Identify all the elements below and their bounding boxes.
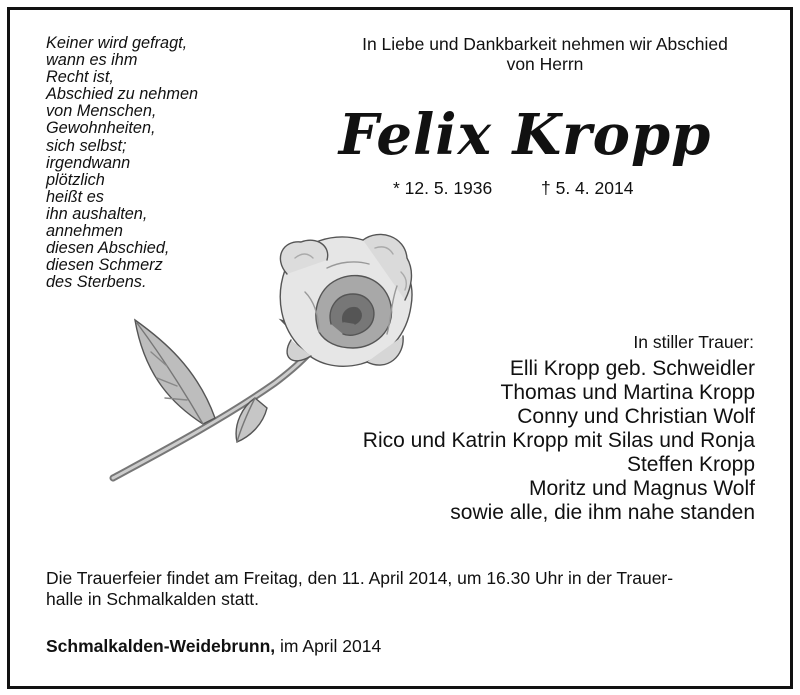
poem-text: Keiner wird gefragt, wann es ihm Recht ist, Abschied zu nehmen von Menschen, Gewohnheiten, sich selbst; irgendwann plötzlich heißt es ihn aushalten, annehmen diesen Abschied, diesen Schmerz des Sterbens. — [46, 34, 199, 292]
intro-text — [320, 34, 770, 74]
rose-blossom — [280, 234, 412, 366]
deceased-name: Felix Kropp — [338, 102, 712, 168]
leaf-left — [135, 320, 215, 424]
closing-date: im April 2014 — [275, 636, 382, 656]
closing-place: Schmalkalden-Weidebrunn, — [46, 636, 276, 656]
mourner-name: Elli Kropp geb. Schweidler — [509, 357, 755, 380]
intro-line-1: In Liebe und Dankbarkeit nehmen wir Abschied — [362, 34, 728, 54]
mourners-list — [300, 357, 755, 525]
mourner-name: Steffen Kropp — [626, 453, 755, 476]
mourner-name: Moritz und Magnus Wolf — [528, 477, 755, 500]
birth-date: * 12. 5. 1936 — [393, 178, 493, 198]
mourner-name: sowie alle, die ihm nahe standen — [450, 501, 755, 524]
mourning-heading: In stiller Trauer: — [633, 332, 754, 352]
closing-line — [46, 636, 381, 657]
funeral-notice: Die Trauerfeier findet am Freitag, den 11. April 2014, um 16.30 Uhr in der Trauer- halle in Schmalkalden statt. — [46, 568, 674, 609]
intro-line-2: von Herrn — [506, 54, 584, 74]
mourner-name: Rico und Katrin Kropp mit Silas und Ronja — [362, 429, 755, 452]
mourner-name: Conny und Christian Wolf — [517, 405, 755, 428]
mourner-name: Thomas und Martina Kropp — [500, 381, 755, 404]
rose-stem — [113, 340, 320, 478]
death-date: † 5. 4. 2014 — [541, 178, 634, 198]
